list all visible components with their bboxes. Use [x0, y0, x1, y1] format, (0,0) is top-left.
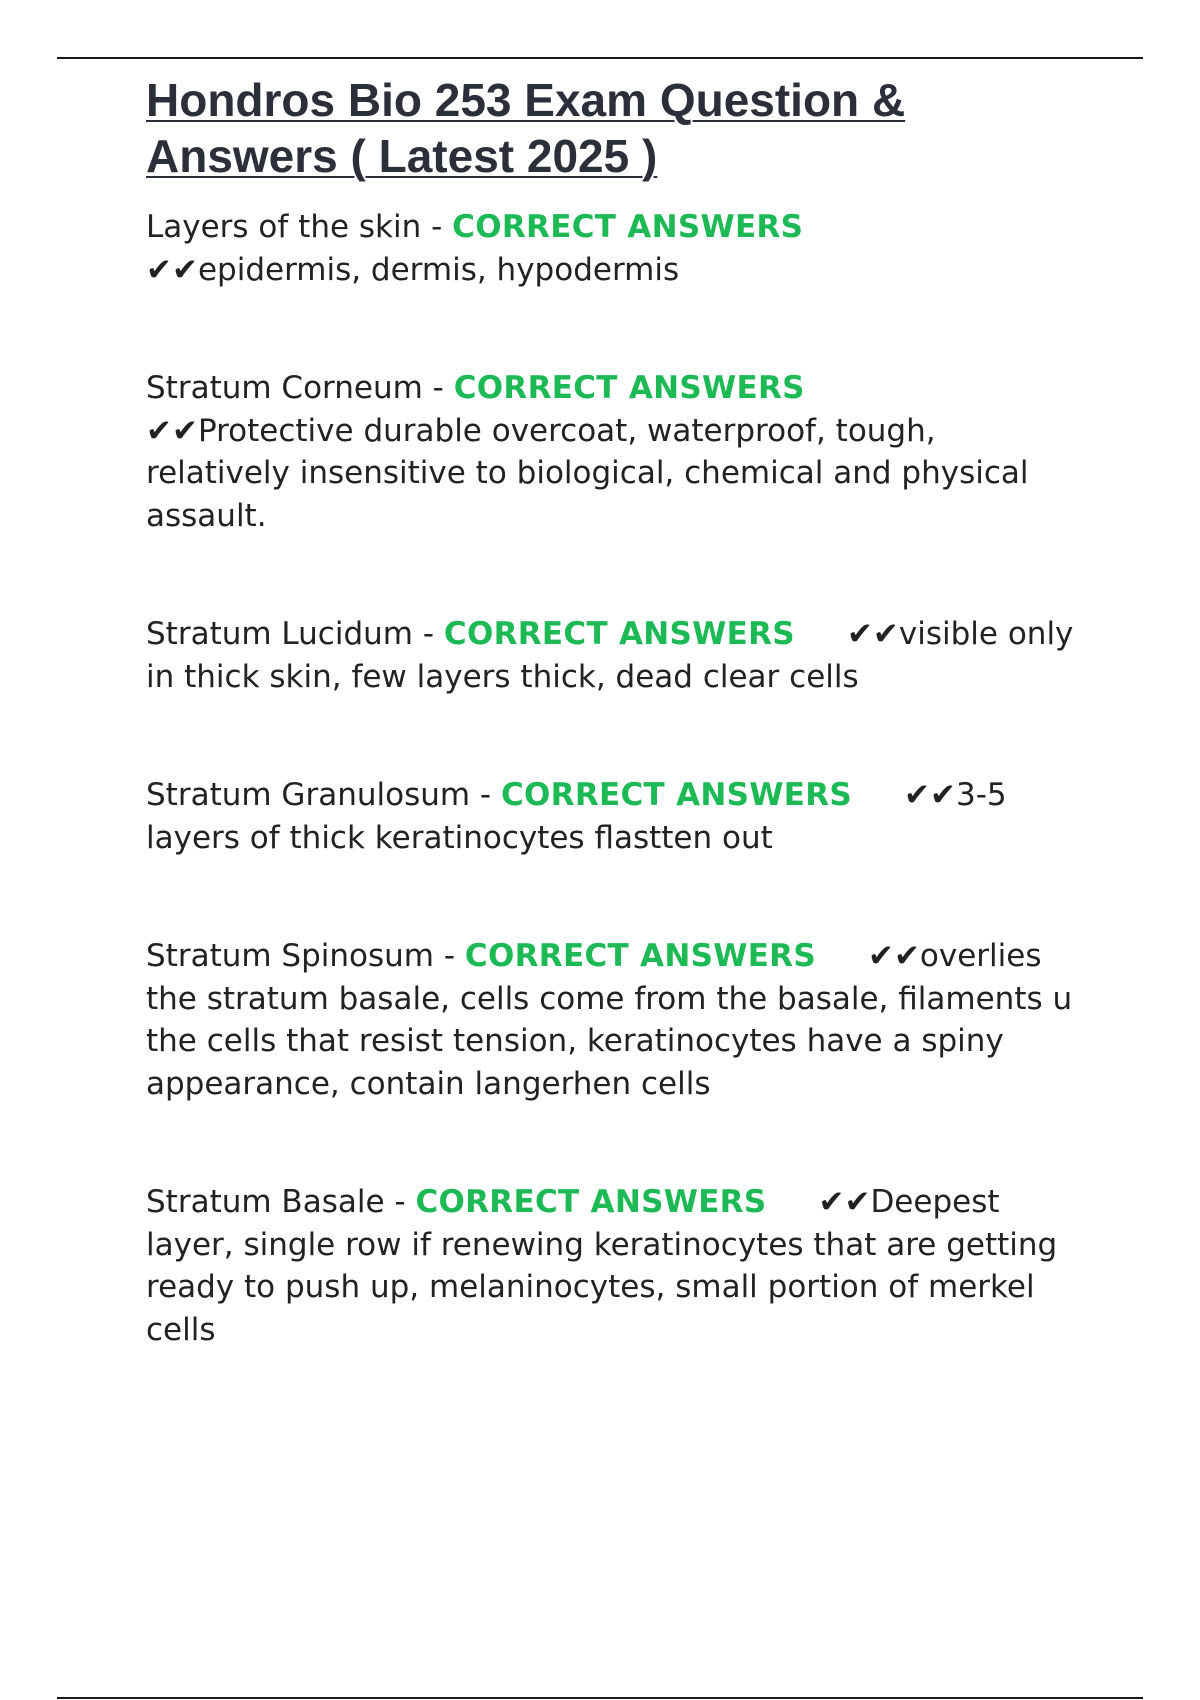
- document-body: [146, 72, 1086, 1427]
- qa-term: Stratum Basale: [146, 1184, 385, 1220]
- qa-list: [146, 206, 1086, 1351]
- qa-answer: overlies the stratum basale, cells come from the basale, filaments u the cells that resist tension, keratinocytes have a spiny appearance, contain langerhen cells: [146, 938, 1073, 1102]
- double-check-icon: ✔✔: [146, 412, 198, 449]
- correct-answers-label: CORRECT ANSWERS: [443, 616, 795, 652]
- qa-item-stratum-basale: [146, 1181, 1086, 1351]
- separator: -: [412, 616, 444, 652]
- qa-answer: 3-5 layers of thick keratinocytes flastten out: [146, 777, 1007, 856]
- double-check-icon: ✔✔: [818, 1184, 871, 1220]
- qa-item-layers-of-skin: [146, 206, 1086, 291]
- qa-term: Stratum Spinosum: [146, 938, 435, 974]
- qa-term: Stratum Corneum: [146, 370, 423, 406]
- double-check-icon: ✔✔: [867, 938, 920, 974]
- separator: -: [434, 938, 465, 974]
- qa-term: Stratum Granulosum: [146, 777, 471, 813]
- page-title: Hondros Bio 253 Exam Question & Answers ( Latest 2025 ): [146, 74, 906, 182]
- separator: -: [384, 1184, 416, 1220]
- qa-answer: visible only in thick skin, few layers thick, dead clear cells: [146, 616, 1074, 695]
- correct-answers-label: CORRECT ANSWERS: [500, 777, 853, 813]
- qa-term: Layers of the skin: [146, 209, 422, 245]
- double-check-icon: ✔✔: [904, 777, 956, 813]
- correct-answers-label: CORRECT ANSWERS: [464, 938, 816, 974]
- double-check-icon: ✔✔: [846, 616, 899, 652]
- top-rule: [57, 57, 1143, 59]
- correct-answers-label: CORRECT ANSWERS: [453, 370, 805, 406]
- separator: -: [470, 777, 501, 813]
- double-check-icon: ✔✔: [146, 251, 198, 288]
- bottom-rule: [57, 1697, 1143, 1699]
- qa-answer: epidermis, dermis, hypodermis: [197, 251, 680, 288]
- qa-item-stratum-spinosum: [146, 935, 1086, 1105]
- separator: -: [421, 209, 453, 245]
- qa-item-stratum-corneum: [146, 367, 1086, 537]
- correct-answers-label: CORRECT ANSWERS: [415, 1184, 767, 1220]
- correct-answers-label: CORRECT ANSWERS: [452, 209, 804, 245]
- qa-item-stratum-lucidum: [146, 613, 1086, 698]
- qa-answer: Protective durable overcoat, waterproof, tough, relatively insensitive to biological, chemical and physical assault.: [146, 412, 1029, 534]
- qa-term: Stratum Lucidum: [146, 616, 413, 652]
- separator: -: [422, 370, 454, 406]
- qa-item-stratum-granulosum: [146, 774, 1086, 859]
- qa-answer: Deepest layer, single row if renewing keratinocytes that are getting ready to push up, melaninocytes, small portion of merkel cells: [146, 1184, 1058, 1348]
